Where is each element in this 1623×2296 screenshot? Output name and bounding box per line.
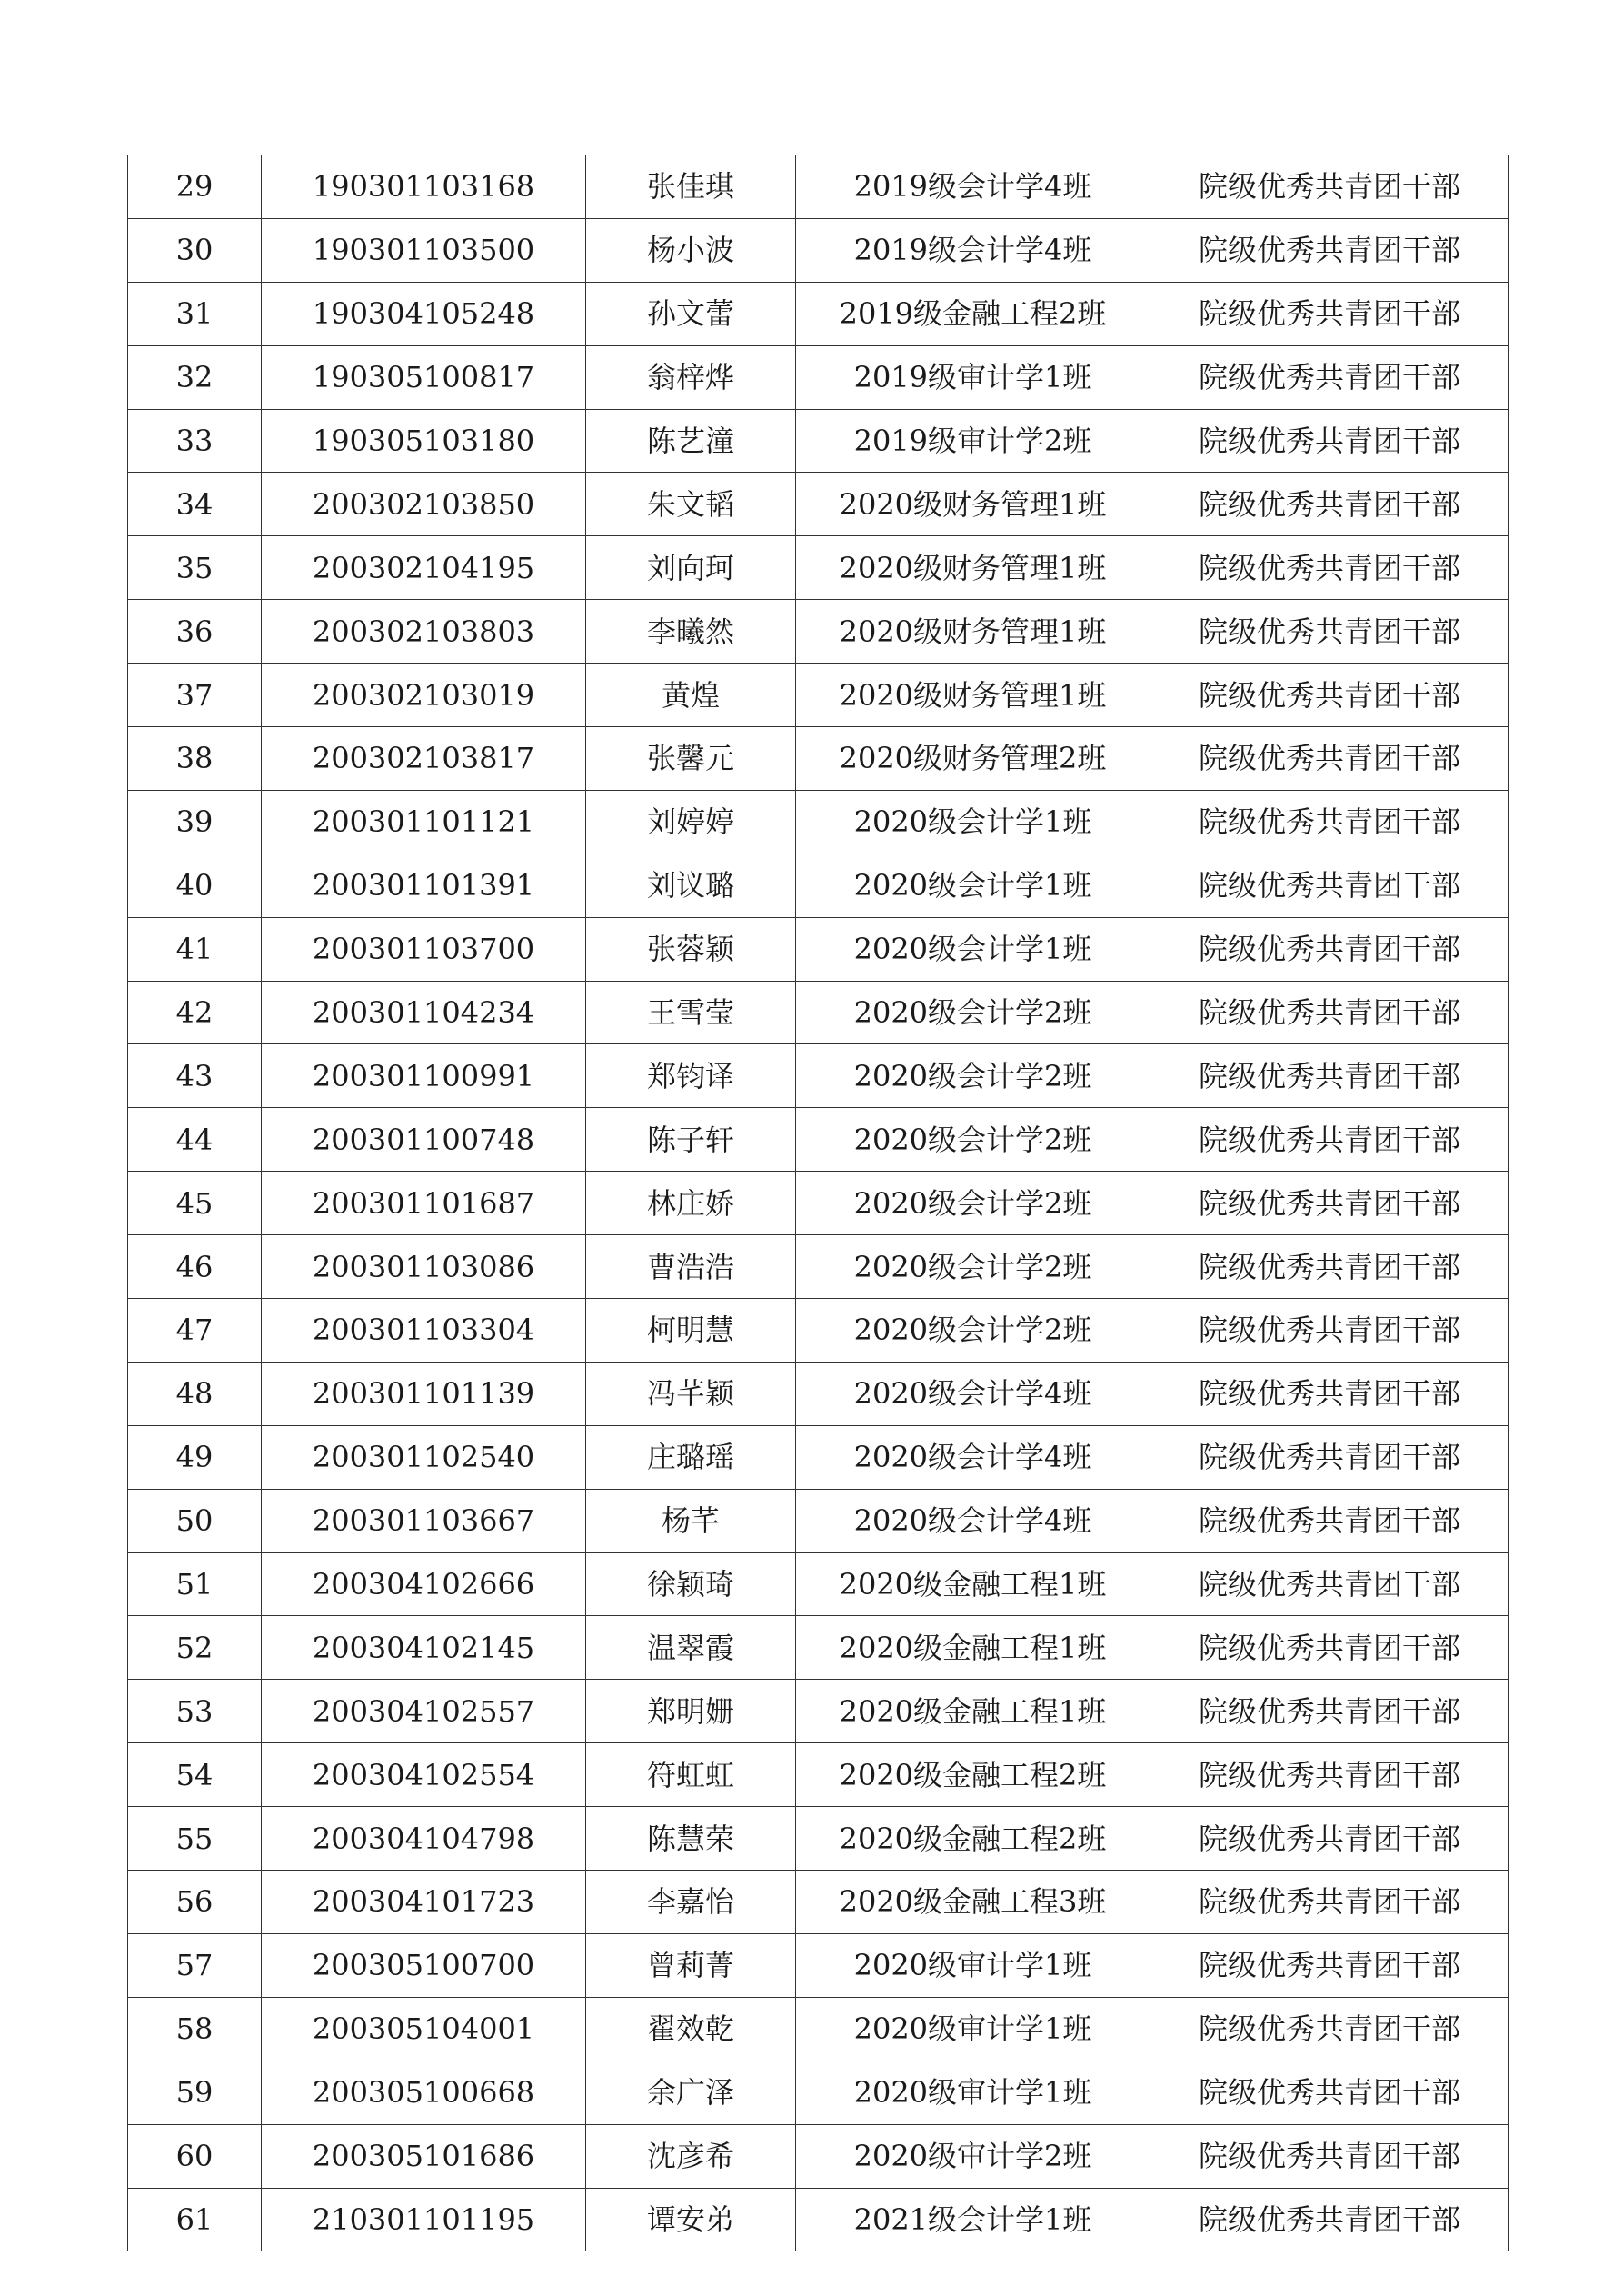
row-number-cell: 47 [128, 1299, 262, 1363]
student-id-cell: 200301103667 [262, 1489, 586, 1552]
student-id-cell: 200304104798 [262, 1807, 586, 1871]
row-number-cell: 49 [128, 1425, 262, 1489]
row-number-cell: 43 [128, 1044, 262, 1108]
award-title-cell: 院级优秀共青团干部 [1150, 473, 1509, 536]
table-row [128, 727, 1509, 791]
row-number-cell: 50 [128, 1489, 262, 1552]
award-title-cell: 院级优秀共青团干部 [1150, 1997, 1509, 2061]
class-name-cell: 2020级审计学2班 [796, 2124, 1150, 2188]
award-title-cell: 院级优秀共青团干部 [1150, 1807, 1509, 1871]
class-name-cell: 2020级会计学4班 [796, 1425, 1150, 1489]
row-number-cell: 55 [128, 1807, 262, 1871]
student-id-cell: 210301101195 [262, 2188, 586, 2251]
student-id-cell: 200301104234 [262, 981, 586, 1044]
row-number-cell: 56 [128, 1871, 262, 1934]
row-number-cell: 39 [128, 790, 262, 854]
class-name-cell: 2019级会计学4班 [796, 218, 1150, 282]
row-number-cell: 46 [128, 1235, 262, 1299]
row-number-cell: 38 [128, 727, 262, 791]
class-name-cell: 2020级会计学4班 [796, 1362, 1150, 1425]
student-name-cell: 刘议璐 [586, 854, 796, 917]
award-title-cell: 院级优秀共青团干部 [1150, 917, 1509, 981]
student-name-cell: 杨小波 [586, 218, 796, 282]
student-name-cell: 李嘉怡 [586, 1871, 796, 1934]
table-row [128, 1489, 1509, 1552]
student-name-cell: 柯明慧 [586, 1299, 796, 1363]
award-title-cell: 院级优秀共青团干部 [1150, 1235, 1509, 1299]
row-number-cell: 53 [128, 1680, 262, 1743]
student-id-cell: 200301103700 [262, 917, 586, 981]
student-id-cell: 200302103850 [262, 473, 586, 536]
student-id-cell: 200302103803 [262, 600, 586, 664]
row-number-cell: 34 [128, 473, 262, 536]
student-name-cell: 刘婷婷 [586, 790, 796, 854]
row-number-cell: 33 [128, 409, 262, 473]
class-name-cell: 2020级会计学2班 [796, 1172, 1150, 1235]
award-title-cell: 院级优秀共青团干部 [1150, 1299, 1509, 1363]
student-id-cell: 200301101391 [262, 854, 586, 917]
row-number-cell: 57 [128, 1933, 262, 1997]
student-name-cell: 刘向珂 [586, 536, 796, 600]
student-name-cell: 冯芊颖 [586, 1362, 796, 1425]
student-id-cell: 200304102666 [262, 1552, 586, 1616]
table-row [128, 1362, 1509, 1425]
table-row [128, 1997, 1509, 2061]
award-title-cell: 院级优秀共青团干部 [1150, 1616, 1509, 1680]
student-name-cell: 陈艺潼 [586, 409, 796, 473]
student-id-cell: 190301103168 [262, 155, 586, 219]
class-name-cell: 2020级会计学2班 [796, 1108, 1150, 1172]
table-row [128, 1425, 1509, 1489]
table-row [128, 536, 1509, 600]
row-number-cell: 29 [128, 155, 262, 219]
table-row [128, 1235, 1509, 1299]
student-name-cell: 沈彦希 [586, 2124, 796, 2188]
class-name-cell: 2020级财务管理1班 [796, 536, 1150, 600]
student-id-cell: 200305104001 [262, 1997, 586, 2061]
student-id-cell: 190305100817 [262, 345, 586, 409]
student-id-cell: 200301100991 [262, 1044, 586, 1108]
student-name-cell: 杨芊 [586, 1489, 796, 1552]
student-name-cell: 符虹虹 [586, 1743, 796, 1807]
class-name-cell: 2020级会计学2班 [796, 981, 1150, 1044]
row-number-cell: 30 [128, 218, 262, 282]
student-name-cell: 余广泽 [586, 2061, 796, 2124]
award-title-cell: 院级优秀共青团干部 [1150, 1489, 1509, 1552]
table-row [128, 1299, 1509, 1363]
class-name-cell: 2019级审计学2班 [796, 409, 1150, 473]
student-id-cell: 200305101686 [262, 2124, 586, 2188]
student-name-cell: 朱文韬 [586, 473, 796, 536]
row-number-cell: 35 [128, 536, 262, 600]
row-number-cell: 36 [128, 600, 262, 664]
student-id-cell: 200301103304 [262, 1299, 586, 1363]
award-title-cell: 院级优秀共青团干部 [1150, 1933, 1509, 1997]
row-number-cell: 54 [128, 1743, 262, 1807]
table-row [128, 409, 1509, 473]
class-name-cell: 2020级财务管理1班 [796, 600, 1150, 664]
class-name-cell: 2020级会计学2班 [796, 1235, 1150, 1299]
student-id-cell: 200302104195 [262, 536, 586, 600]
award-title-cell: 院级优秀共青团干部 [1150, 1044, 1509, 1108]
row-number-cell: 40 [128, 854, 262, 917]
student-name-cell: 庄璐瑶 [586, 1425, 796, 1489]
table-row [128, 345, 1509, 409]
student-name-cell: 徐颖琦 [586, 1552, 796, 1616]
table-row [128, 1871, 1509, 1934]
student-name-cell: 曾莉菁 [586, 1933, 796, 1997]
class-name-cell: 2020级审计学1班 [796, 1933, 1150, 1997]
table-row [128, 1044, 1509, 1108]
table-row [128, 473, 1509, 536]
table-row [128, 1933, 1509, 1997]
award-title-cell: 院级优秀共青团干部 [1150, 345, 1509, 409]
class-name-cell: 2020级财务管理1班 [796, 664, 1150, 727]
student-id-cell: 200305100700 [262, 1933, 586, 1997]
student-name-cell: 曹浩浩 [586, 1235, 796, 1299]
class-name-cell: 2019级会计学4班 [796, 155, 1150, 219]
student-name-cell: 翁梓烨 [586, 345, 796, 409]
class-name-cell: 2020级会计学1班 [796, 854, 1150, 917]
student-name-cell: 郑钧译 [586, 1044, 796, 1108]
class-name-cell: 2020级金融工程1班 [796, 1616, 1150, 1680]
award-title-cell: 院级优秀共青团干部 [1150, 536, 1509, 600]
class-name-cell: 2020级财务管理1班 [796, 473, 1150, 536]
class-name-cell: 2019级金融工程2班 [796, 282, 1150, 345]
class-name-cell: 2020级金融工程1班 [796, 1552, 1150, 1616]
table-row [128, 282, 1509, 345]
table-row [128, 917, 1509, 981]
class-name-cell: 2020级审计学1班 [796, 1997, 1150, 2061]
table-row [128, 2061, 1509, 2124]
row-number-cell: 48 [128, 1362, 262, 1425]
student-id-cell: 200304102557 [262, 1680, 586, 1743]
student-id-cell: 190305103180 [262, 409, 586, 473]
student-id-cell: 200305100668 [262, 2061, 586, 2124]
award-title-cell: 院级优秀共青团干部 [1150, 1108, 1509, 1172]
student-id-cell: 200301102540 [262, 1425, 586, 1489]
student-name-cell: 郑明姗 [586, 1680, 796, 1743]
award-title-cell: 院级优秀共青团干部 [1150, 854, 1509, 917]
table-row [128, 1743, 1509, 1807]
student-name-cell: 孙文蕾 [586, 282, 796, 345]
student-name-cell: 林庄娇 [586, 1172, 796, 1235]
row-number-cell: 60 [128, 2124, 262, 2188]
student-id-cell: 200304102554 [262, 1743, 586, 1807]
table-row [128, 664, 1509, 727]
student-name-cell: 翟效乾 [586, 1997, 796, 2061]
student-name-cell: 温翠霞 [586, 1616, 796, 1680]
class-name-cell: 2020级审计学1班 [796, 2061, 1150, 2124]
roster-body [128, 155, 1509, 2251]
student-name-cell: 陈子轩 [586, 1108, 796, 1172]
award-title-cell: 院级优秀共青团干部 [1150, 218, 1509, 282]
award-title-cell: 院级优秀共青团干部 [1150, 2124, 1509, 2188]
table-row [128, 1172, 1509, 1235]
class-name-cell: 2020级金融工程2班 [796, 1807, 1150, 1871]
student-id-cell: 200304101723 [262, 1871, 586, 1934]
award-title-cell: 院级优秀共青团干部 [1150, 664, 1509, 727]
table-row [128, 2124, 1509, 2188]
award-title-cell: 院级优秀共青团干部 [1150, 1552, 1509, 1616]
student-name-cell: 李曦然 [586, 600, 796, 664]
row-number-cell: 37 [128, 664, 262, 727]
table-row [128, 1108, 1509, 1172]
row-number-cell: 31 [128, 282, 262, 345]
class-name-cell: 2020级会计学4班 [796, 1489, 1150, 1552]
class-name-cell: 2020级会计学2班 [796, 1299, 1150, 1363]
student-id-cell: 200302103817 [262, 727, 586, 791]
award-title-cell: 院级优秀共青团干部 [1150, 2061, 1509, 2124]
award-title-cell: 院级优秀共青团干部 [1150, 1362, 1509, 1425]
student-id-cell: 200301101139 [262, 1362, 586, 1425]
table-row [128, 218, 1509, 282]
table-row [128, 854, 1509, 917]
student-name-cell: 张佳琪 [586, 155, 796, 219]
class-name-cell: 2020级会计学1班 [796, 917, 1150, 981]
row-number-cell: 44 [128, 1108, 262, 1172]
student-name-cell: 王雪莹 [586, 981, 796, 1044]
table-row [128, 1680, 1509, 1743]
class-name-cell: 2020级金融工程2班 [796, 1743, 1150, 1807]
student-id-cell: 200301101121 [262, 790, 586, 854]
award-title-cell: 院级优秀共青团干部 [1150, 727, 1509, 791]
award-title-cell: 院级优秀共青团干部 [1150, 282, 1509, 345]
student-name-cell: 谭安弟 [586, 2188, 796, 2251]
class-name-cell: 2020级财务管理2班 [796, 727, 1150, 791]
table-row [128, 1807, 1509, 1871]
award-title-cell: 院级优秀共青团干部 [1150, 409, 1509, 473]
student-id-cell: 200304102145 [262, 1616, 586, 1680]
award-title-cell: 院级优秀共青团干部 [1150, 1172, 1509, 1235]
award-title-cell: 院级优秀共青团干部 [1150, 1871, 1509, 1934]
student-name-cell: 黄煌 [586, 664, 796, 727]
award-title-cell: 院级优秀共青团干部 [1150, 1425, 1509, 1489]
table-row [128, 1616, 1509, 1680]
student-id-cell: 190304105248 [262, 282, 586, 345]
table-row [128, 981, 1509, 1044]
row-number-cell: 41 [128, 917, 262, 981]
row-number-cell: 42 [128, 981, 262, 1044]
student-name-cell: 张馨元 [586, 727, 796, 791]
student-id-cell: 200301103086 [262, 1235, 586, 1299]
award-title-cell: 院级优秀共青团干部 [1150, 981, 1509, 1044]
honor-roster-table [127, 155, 1509, 2251]
class-name-cell: 2020级金融工程3班 [796, 1871, 1150, 1934]
class-name-cell: 2019级审计学1班 [796, 345, 1150, 409]
student-id-cell: 190301103500 [262, 218, 586, 282]
class-name-cell: 2020级会计学2班 [796, 1044, 1150, 1108]
table-row [128, 790, 1509, 854]
row-number-cell: 59 [128, 2061, 262, 2124]
award-title-cell: 院级优秀共青团干部 [1150, 1680, 1509, 1743]
class-name-cell: 2021级会计学1班 [796, 2188, 1150, 2251]
award-title-cell: 院级优秀共青团干部 [1150, 2188, 1509, 2251]
row-number-cell: 61 [128, 2188, 262, 2251]
row-number-cell: 52 [128, 1616, 262, 1680]
award-title-cell: 院级优秀共青团干部 [1150, 1743, 1509, 1807]
student-id-cell: 200301101687 [262, 1172, 586, 1235]
table-row [128, 600, 1509, 664]
award-title-cell: 院级优秀共青团干部 [1150, 155, 1509, 219]
table-row [128, 2188, 1509, 2251]
student-id-cell: 200301100748 [262, 1108, 586, 1172]
student-name-cell: 陈慧荣 [586, 1807, 796, 1871]
table-row [128, 1552, 1509, 1616]
class-name-cell: 2020级金融工程1班 [796, 1680, 1150, 1743]
row-number-cell: 58 [128, 1997, 262, 2061]
row-number-cell: 32 [128, 345, 262, 409]
row-number-cell: 45 [128, 1172, 262, 1235]
student-id-cell: 200302103019 [262, 664, 586, 727]
award-title-cell: 院级优秀共青团干部 [1150, 600, 1509, 664]
row-number-cell: 51 [128, 1552, 262, 1616]
student-name-cell: 张蓉颖 [586, 917, 796, 981]
class-name-cell: 2020级会计学1班 [796, 790, 1150, 854]
table-row [128, 155, 1509, 219]
award-title-cell: 院级优秀共青团干部 [1150, 790, 1509, 854]
